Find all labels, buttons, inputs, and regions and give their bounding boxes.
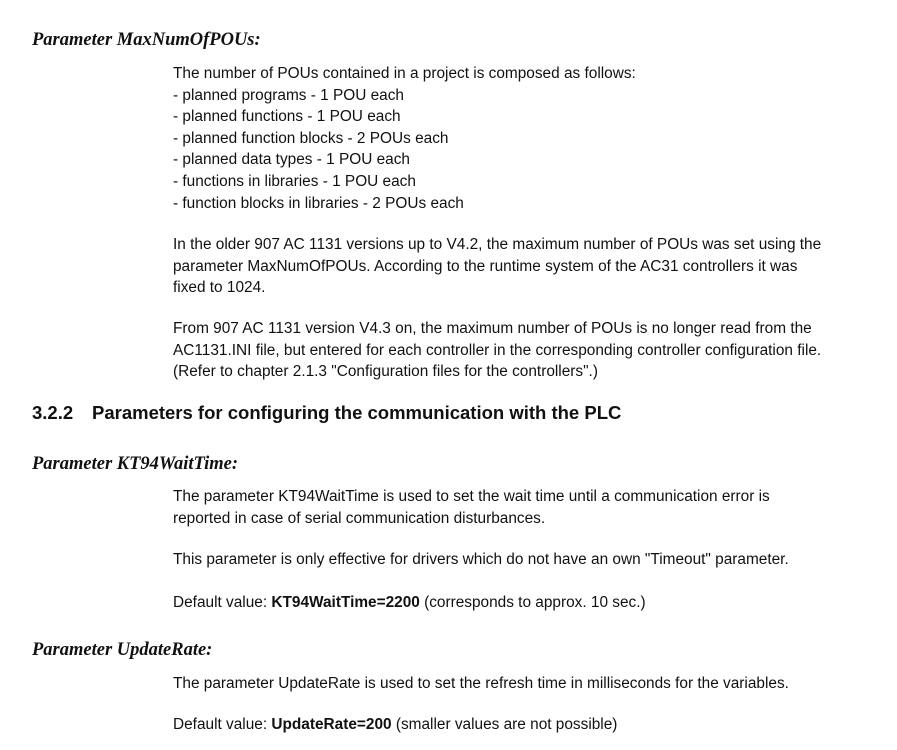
- list-item: - planned data types - 1 POU each: [173, 151, 410, 169]
- section-heading: [32, 402, 621, 424]
- paragraph-line: This parameter is only effective for drivers which do not have an own "Timeout" parameter.: [173, 551, 789, 568]
- default-value-prefix: Default value:: [173, 716, 272, 733]
- paragraph-line: The parameter UpdateRate is used to set the refresh time in milliseconds for the variables.: [173, 675, 789, 692]
- section-title: Parameters for configuring the communication with the PLC: [92, 402, 622, 423]
- kt94-default-value: [173, 592, 888, 614]
- pou-composition-block: [173, 63, 888, 214]
- default-value-suffix: (smaller values are not possible): [391, 716, 618, 733]
- paragraph-line: parameter MaxNumOfPOUs. According to the runtime system of the AC31 controllers it was: [173, 257, 798, 275]
- paragraph-line: (Refer to chapter 2.1.3 "Configuration files for the controllers".): [173, 363, 598, 381]
- paragraph-line: reported in case of serial communication disturbances.: [173, 509, 546, 527]
- pou-composition-list: [173, 85, 888, 215]
- paragraph-line: The parameter KT94WaitTime is used to set the wait time until a communication error is: [173, 488, 770, 505]
- newer-versions-paragraph: [173, 318, 888, 383]
- pou-composition-intro: The number of POUs contained in a project is composed as follows:: [173, 65, 636, 82]
- default-value-setting: KT94WaitTime=2200: [271, 594, 420, 611]
- kt94-description-paragraph: [173, 486, 888, 529]
- list-item: - functions in libraries - 1 POU each: [173, 172, 416, 190]
- update-rate-default-value: [173, 714, 888, 736]
- paragraph-line: From 907 AC 1131 version V4.3 on, the maximum number of POUs is no longer read from the: [173, 320, 812, 337]
- list-item: - planned functions - 1 POU each: [173, 108, 401, 126]
- default-value-setting: UpdateRate=200: [271, 716, 392, 733]
- paragraph-line: AC1131.INI file, but entered for each controller in the corresponding controller configuration file.: [173, 341, 822, 359]
- section-number: 3.2.2: [32, 402, 74, 423]
- heading-update-rate: Parameter UpdateRate:: [32, 640, 213, 660]
- kt94-note-paragraph: [173, 549, 888, 571]
- older-versions-paragraph: [173, 234, 888, 299]
- list-item: - function blocks in libraries - 2 POUs each: [173, 194, 464, 212]
- default-value-suffix: (corresponds to approx. 10 sec.): [419, 594, 646, 611]
- heading-kt94-wait-time: Parameter KT94WaitTime:: [32, 454, 239, 474]
- heading-max-num-of-pous: Parameter MaxNumOfPOUs:: [32, 30, 261, 50]
- list-item: - planned function blocks - 2 POUs each: [173, 129, 449, 147]
- paragraph-line: In the older 907 AC 1131 versions up to V4.2, the maximum number of POUs was set using the: [173, 236, 822, 253]
- update-rate-description: [173, 673, 888, 695]
- default-value-prefix: Default value:: [173, 594, 272, 611]
- list-item: - planned programs - 1 POU each: [173, 86, 404, 104]
- paragraph-line: fixed to 1024.: [173, 279, 266, 297]
